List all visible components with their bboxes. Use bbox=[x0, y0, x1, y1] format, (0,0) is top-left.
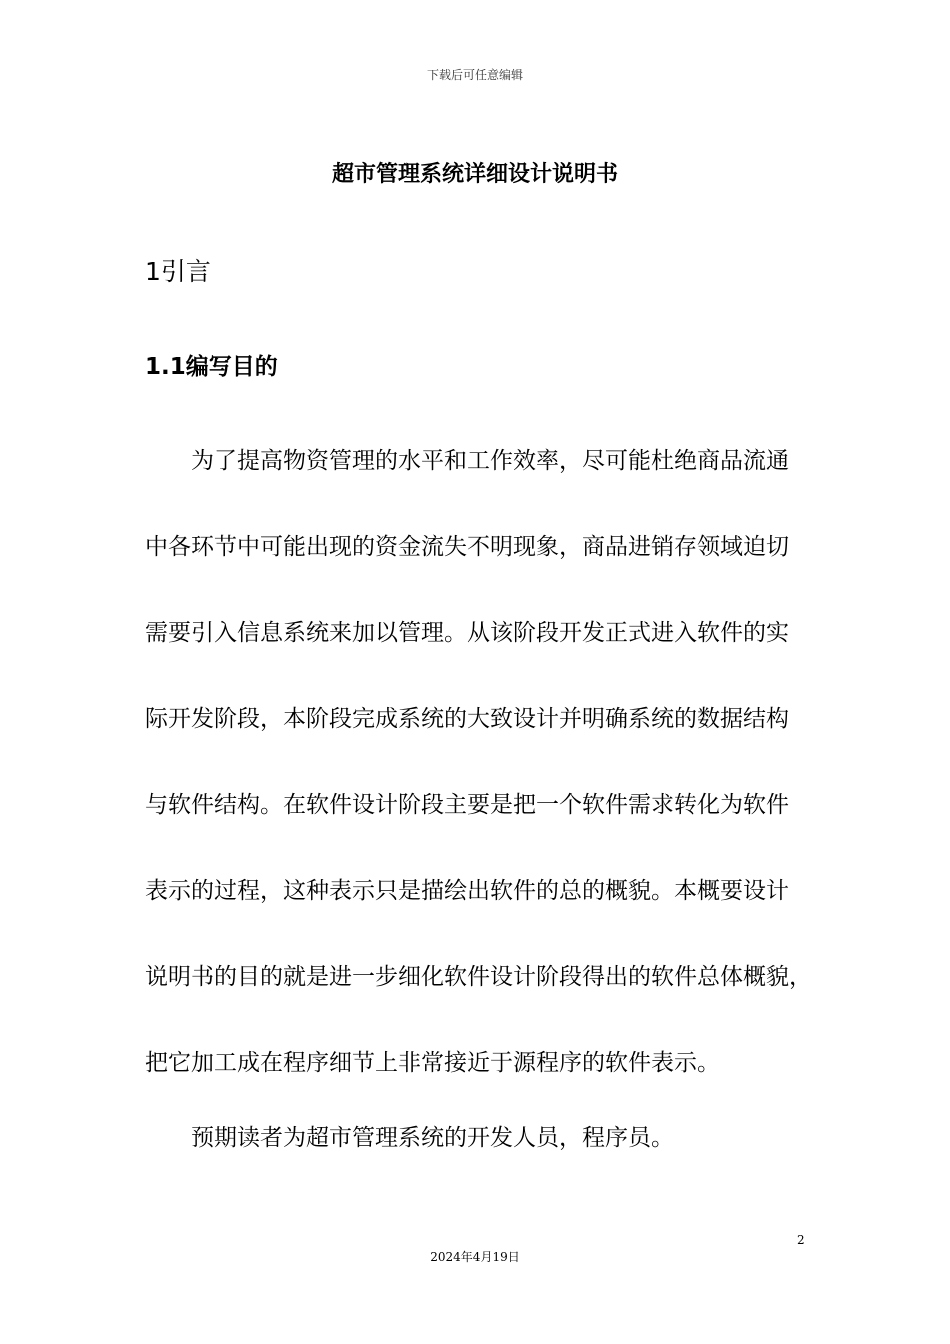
readers-paragraph: 预期读者为超市管理系统的开发人员，程序员。 bbox=[191, 1125, 674, 1151]
page-number: 2 bbox=[797, 1233, 805, 1247]
document-title: 超市管理系统详细设计说明书 bbox=[331, 162, 618, 187]
section-heading-purpose: 1.1编写目的 bbox=[145, 354, 278, 380]
paragraph-line: 中各环节中可能出现的资金流失不明现象，商品进销存领域迫切 bbox=[145, 534, 789, 560]
purpose-paragraph bbox=[145, 418, 825, 1106]
paragraph-line: 际开发阶段，本阶段完成系统的大致设计并明确系统的数据结构 bbox=[145, 706, 789, 732]
footer-date: 2024年4月19日 bbox=[430, 1250, 520, 1264]
paragraph-line: 需要引入信息系统来加以管理。从该阶段开发正式进入软件的实 bbox=[145, 620, 789, 646]
paragraph-line: 为了提高物资管理的水平和工作效率，尽可能杜绝商品流通 bbox=[191, 448, 789, 474]
paragraph-line: 说明书的目的就是进一步细化软件设计阶段得出的软件总体概貌， bbox=[145, 964, 812, 990]
header-note: 下载后可任意编辑 bbox=[426, 68, 523, 82]
paragraph-line: 与软件结构。在软件设计阶段主要是把一个软件需求转化为软件 bbox=[145, 792, 789, 818]
section-heading-introduction: 1引言 bbox=[145, 257, 211, 286]
paragraph-line: 表示的过程，这种表示只是描绘出软件的总的概貌。本概要设计 bbox=[145, 878, 789, 904]
paragraph-line: 把它加工成在程序细节上非常接近于源程序的软件表示。 bbox=[145, 1050, 720, 1076]
